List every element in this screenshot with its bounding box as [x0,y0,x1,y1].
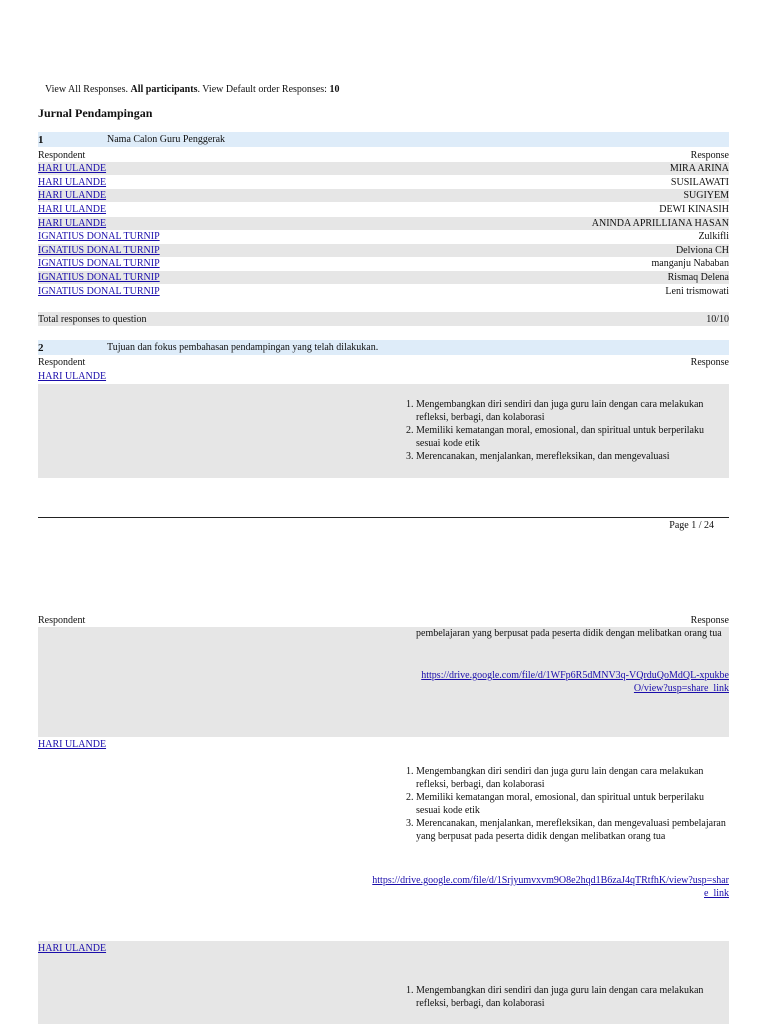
response-list [390,398,729,463]
table-row [38,285,729,298]
list-item: 3. Merencanakan, menjalankan, merefleksikan, dan mengevaluasi [416,450,729,463]
response-value: Delviona CH [675,245,729,256]
respondent-column-label: Respondent [38,357,86,368]
table-row [38,271,729,284]
response-value: SUGIYEM [683,190,729,201]
table-row [38,162,729,175]
respondent-link[interactable]: IGNATIUS DONAL TURNIP [38,272,160,283]
page-divider [38,517,729,518]
response-value: Leni trismowati [665,286,729,297]
table-row [38,189,729,202]
respondent-link[interactable]: IGNATIUS DONAL TURNIP [38,231,160,242]
list-item: 2. Memiliki kematangan moral, emosional, dan spiritual untuk berperilaku sesuai kode etik [416,424,729,450]
response-value: manganju Nababan [651,258,729,269]
question-number: 2 [38,342,44,354]
response-list [390,765,729,843]
question-text: Tujuan dan fokus pembahasan pendampingan yang telah dilakukan. [107,342,379,353]
question-text: Nama Calon Guru Penggerak [107,134,226,145]
list-item: 2. Memiliki kematangan moral, emosional, dan spiritual untuk berperilaku sesuai kode etik [416,791,729,817]
total-responses-label: Total responses to question [38,314,147,325]
page-title: Jurnal Pendampingan [38,106,153,120]
drive-link[interactable]: https://drive.google.com/file/d/1WFp6R5dMNV3q-VQrduQoMdQL-xpukbeO/view?usp=share_link [421,670,729,694]
respondent-link[interactable]: HARI ULANDE [38,218,107,229]
response-value: Zulkifli [698,231,729,242]
table-row [38,203,729,216]
respondent-link[interactable]: HARI ULANDE [38,943,107,954]
drive-link[interactable]: https://drive.google.com/file/d/1Srjyumvxvm9O8e2hqd1B6zaJ4qTRtfhK/view?usp=share_link [372,875,729,899]
all-participants[interactable]: All participants [130,84,198,95]
question-1-header [38,132,729,147]
respondent-link[interactable]: IGNATIUS DONAL TURNIP [38,245,160,256]
response-value: ANINDA APRILLIANA HASAN [591,218,729,229]
total-responses-value: 10/10 [706,314,729,325]
response-value: SUSILAWATI [670,177,729,188]
respondent-link[interactable]: HARI ULANDE [38,163,107,174]
view-default-order[interactable]: . View Default order Responses: [197,84,327,95]
response-list [390,984,729,1010]
table-row [38,257,729,270]
respondent-link[interactable]: HARI ULANDE [38,739,107,750]
table-row [38,176,729,189]
table-row [38,230,729,243]
respondent-link[interactable]: HARI ULANDE [38,177,107,188]
view-all-responses[interactable]: View All Responses. [45,84,129,95]
respondent-link[interactable]: HARI ULANDE [38,371,107,382]
list-item: 1. Mengembangkan diri sendiri dan juga guru lain dengan cara melakukan refleksi, berbagi, dan kolaborasi [416,398,729,424]
list-item: 1. Mengembangkan diri sendiri dan juga guru lain dengan cara melakukan refleksi, berbagi, dan kolaborasi [416,765,729,791]
respondent-link[interactable]: HARI ULANDE [38,190,107,201]
response-value: Rismaq Delena [667,272,729,283]
view-options-line [45,83,339,96]
table-row [38,217,729,230]
page-number: Page 1 / 24 [669,520,714,531]
response-column-label: Response [690,357,729,368]
q2-column-header [38,356,729,369]
respondent-column-label: Respondent [38,615,86,626]
question-2-header [38,340,729,355]
table-row [38,244,729,257]
respondent-column-label: Respondent [38,150,86,161]
total-responses-row [38,312,729,326]
responses-count: 10 [329,84,340,95]
response-value: DEWI KINASIH [659,204,729,215]
list-item: 1. Mengembangkan diri sendiri dan juga guru lain dengan cara melakukan refleksi, berbagi, dan kolaborasi [416,984,729,1010]
respondent-link[interactable]: IGNATIUS DONAL TURNIP [38,258,160,269]
list-item: 3. Merencanakan, menjalankan, merefleksikan, dan mengevaluasi pembelajaran yang berpusat pada peserta didik dengan melibatkan orang tua [416,817,729,843]
response-value: MIRA ARINA [669,163,729,174]
page2-column-header [38,614,729,627]
question-number: 1 [38,134,44,146]
respondent-link[interactable]: IGNATIUS DONAL TURNIP [38,286,160,297]
respondent-link[interactable]: HARI ULANDE [38,204,107,215]
response-column-label: Response [690,615,729,626]
response-block [38,941,729,1024]
response-continuation: pembelajaran yang berpusat pada peserta didik dengan melibatkan orang tua [416,628,722,639]
response-column-label: Response [690,150,729,161]
q1-column-header [38,149,729,162]
